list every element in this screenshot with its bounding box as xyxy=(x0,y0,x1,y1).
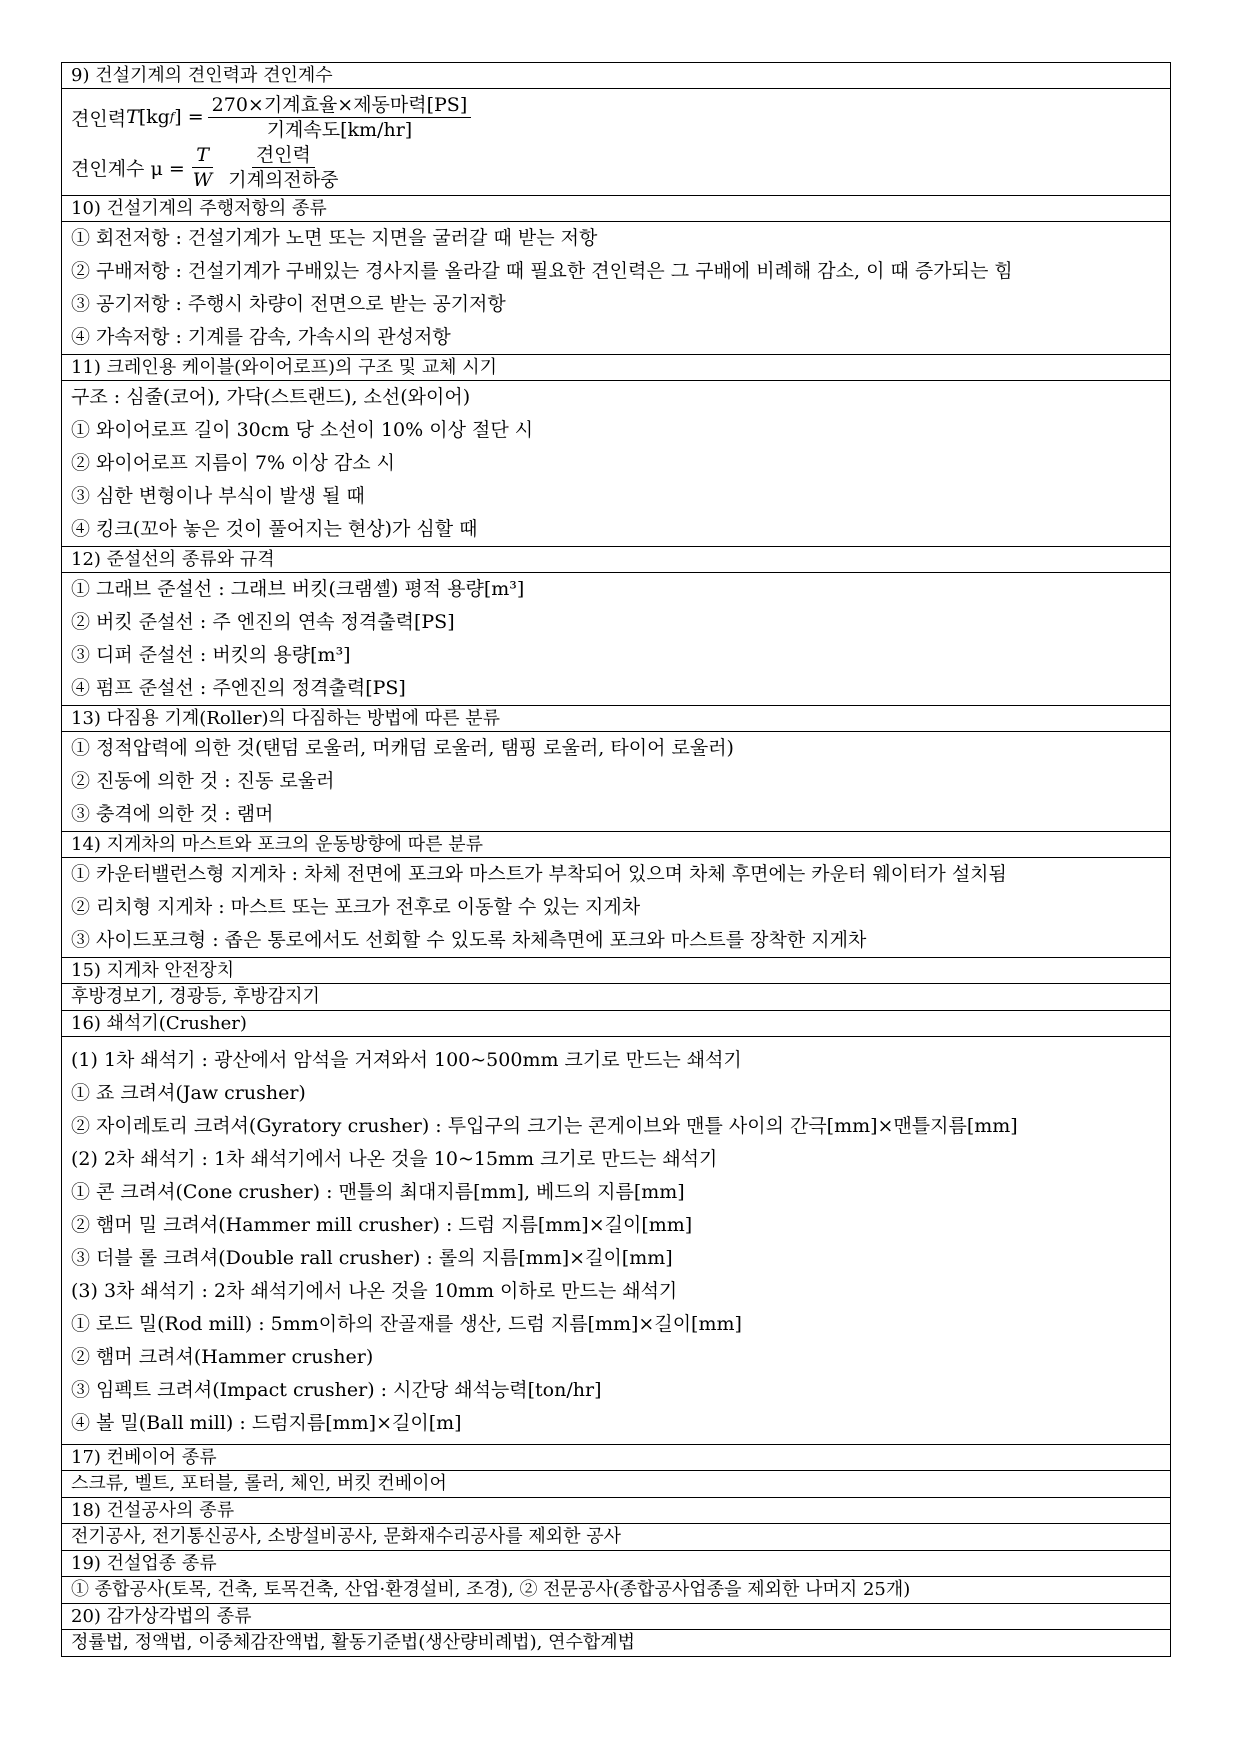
list-item: ③ 임펙트 크려셔(Impact crusher) : 시간당 쇄석능력[ton/hr] xyxy=(71,1379,602,1401)
list-item: ① 회전저항 : 건설기계가 노면 또는 지면을 굴러갈 때 받는 저항 xyxy=(71,227,598,249)
formula-1-variable: T xyxy=(126,106,139,128)
list-item: 구조 : 심줄(코어), 가닥(스트랜드), 소선(와이어) xyxy=(71,386,471,408)
list-item: ③ 디퍼 준설선 : 버킷의 용량[m³] xyxy=(71,644,351,666)
formula-2-numerator: T xyxy=(192,144,213,168)
formula-1-lhs-label: 견인력 xyxy=(71,107,127,130)
section-19-title: 19) 건설업종 종류 xyxy=(62,1551,1171,1577)
section-20-title: 20) 감가상각법의 종류 xyxy=(62,1604,1171,1630)
list-item: ② 와이어로프 지름이 7% 이상 감소 시 xyxy=(71,452,395,474)
list-item: (1) 1차 쇄석기 : 광산에서 암석을 거져와서 100~500mm 크기로 만드는 쇄석기 xyxy=(71,1049,742,1071)
list-item: ② 구배저항 : 건설기계가 구배있는 경사지를 올라갈 때 필요한 견인력은 그 구배에 비례해 감소, 이 때 증가되는 힘 xyxy=(71,260,1013,282)
list-item: ① 카운터밸런스형 지게차 : 차체 전면에 포크와 마스트가 부착되어 있으며 차체 후면에는 카운터 웨이터가 설치됨 xyxy=(71,863,1007,885)
section-11-body xyxy=(62,381,1171,547)
section-19-content: ① 종합공사(토목, 건축, 토목건축, 산업·환경설비, 조경), ② 전문공사(종합공사업종을 제외한 나머지 25개) xyxy=(62,1577,1171,1604)
section-20-content: 정률법, 정액법, 이중체감잔액법, 활동기준법(생산량비례법), 연수합계법 xyxy=(62,1630,1171,1657)
section-18-title: 18) 건설공사의 종류 xyxy=(62,1498,1171,1524)
formula-2-word-fraction xyxy=(224,144,342,191)
formula-2-denominator: W xyxy=(192,168,213,191)
list-item: ④ 킹크(꼬아 놓은 것이 풀어지는 현상)가 심할 때 xyxy=(71,518,478,540)
list-item: ② 진동에 의한 것 : 진동 로울러 xyxy=(71,770,335,792)
section-16-title: 16) 쇄석기(Crusher) xyxy=(62,1011,1171,1037)
list-item: ② 리치형 지게차 : 마스트 또는 포크가 전후로 이동할 수 있는 지게차 xyxy=(71,896,641,918)
list-item: ④ 가속저항 : 기계를 감속, 가속시의 관성저항 xyxy=(71,326,451,348)
section-17-title: 17) 컨베이어 종류 xyxy=(62,1445,1171,1471)
formula-1-fraction xyxy=(208,94,472,141)
formula-2-word-denominator: 기계의전하중 xyxy=(228,168,339,191)
list-item: ② 버킷 준설선 : 주 엔진의 연속 정격출력[PS] xyxy=(71,611,455,633)
list-item: ④ 펌프 준설선 : 주엔진의 정격출력[PS] xyxy=(71,677,406,699)
section-11-title: 11) 크레인용 케이블(와이어로프)의 구조 및 교체 시기 xyxy=(62,355,1171,381)
list-item: ③ 충격에 의한 것 : 램머 xyxy=(71,803,274,825)
section-15-content: 후방경보기, 경광등, 후방감지기 xyxy=(62,984,1171,1011)
section-18-content: 전기공사, 전기통신공사, 소방설비공사, 문화재수리공사를 제외한 공사 xyxy=(62,1524,1171,1551)
tractive-coefficient-formula xyxy=(71,142,1170,192)
section-13-body xyxy=(62,732,1171,832)
list-item: ③ 공기저항 : 주행시 차량이 전면으로 받는 공기저항 xyxy=(71,293,506,315)
section-9-title: 9) 건설기계의 견인력과 견인계수 xyxy=(62,63,1171,89)
list-item: ② 자이레토리 크려셔(Gyratory crusher) : 투입구의 크기는 콘게이브와 맨틀 사이의 간극[mm]×맨틀지름[mm] xyxy=(71,1115,1018,1137)
list-item: (3) 3차 쇄석기 : 2차 쇄석기에서 나온 것을 10mm 이하로 만드는 쇄석기 xyxy=(71,1280,678,1302)
section-16-body xyxy=(62,1037,1171,1445)
section-10-body xyxy=(62,222,1171,355)
section-17-content: 스크류, 벨트, 포터블, 롤러, 체인, 버킷 컨베이어 xyxy=(62,1471,1171,1498)
section-14-title: 14) 지게차의 마스트와 포크의 운동방향에 따른 분류 xyxy=(62,832,1171,858)
formula-1-unit-open: [kg xyxy=(138,106,170,128)
list-item: ③ 사이드포크형 : 좁은 통로에서도 선회할 수 있도록 차체측면에 포크와 마스트를 장착한 지게차 xyxy=(71,929,867,951)
list-item: ② 햄머 크려셔(Hammer crusher) xyxy=(71,1346,374,1368)
list-item: ① 로드 밀(Rod mill) : 5mm이하의 잔골재를 생산, 드럼 지름[mm]×길이[mm] xyxy=(71,1313,742,1335)
formula-1-unit-sub: f xyxy=(169,110,175,124)
section-14-body xyxy=(62,858,1171,958)
section-10-title: 10) 건설기계의 주행저항의 종류 xyxy=(62,196,1171,222)
tractive-force-formula xyxy=(71,92,1170,142)
section-15-title: 15) 지게차 안전장치 xyxy=(62,958,1171,984)
list-item: ① 정적압력에 의한 것(탠덤 로울러, 머캐덤 로울러, 탬핑 로울러, 타이어 로울러) xyxy=(71,737,734,759)
formula-1-numerator: 270×기계효율×제동마력[PS] xyxy=(208,94,472,118)
list-item: ② 햄머 밀 크려셔(Hammer mill crusher) : 드럼 지름[mm]×길이[mm] xyxy=(71,1214,693,1236)
list-item: ④ 볼 밀(Ball mill) : 드럼지름[mm]×길이[m] xyxy=(71,1412,462,1434)
section-13-title: 13) 다짐용 기계(Roller)의 다짐하는 방법에 따른 분류 xyxy=(62,706,1171,732)
formula-1-denominator: 기계속도[km/hr] xyxy=(266,118,413,141)
section-12-body xyxy=(62,573,1171,706)
list-item: ③ 심한 변형이나 부식이 발생 될 때 xyxy=(71,485,365,507)
section-12-title: 12) 준설선의 종류와 규격 xyxy=(62,547,1171,573)
notes-table xyxy=(61,62,1171,1657)
list-item: ① 그래브 준설선 : 그래브 버킷(크램셸) 평적 용량[m³] xyxy=(71,578,525,600)
formula-2-fraction xyxy=(189,144,217,191)
list-item: (2) 2차 쇄석기 : 1차 쇄석기에서 나온 것을 10~15mm 크기로 만드는 쇄석기 xyxy=(71,1148,718,1170)
formula-2-lhs-label: 견인계수 μ = xyxy=(71,157,185,180)
section-9-formulas xyxy=(62,89,1171,196)
list-item: ③ 더블 롤 크려셔(Double rall crusher) : 롤의 지름[mm]×길이[mm] xyxy=(71,1247,673,1269)
formula-2-word-numerator: 견인력 xyxy=(252,144,315,168)
list-item: ① 와이어로프 길이 30cm 당 소선이 10% 이상 절단 시 xyxy=(71,419,534,441)
list-item: ① 콘 크려셔(Cone crusher) : 맨틀의 최대지름[mm], 베드의 지름[mm] xyxy=(71,1181,685,1203)
list-item: ① 죠 크려셔(Jaw crusher) xyxy=(71,1082,306,1104)
formula-1-unit-close: ] = xyxy=(174,106,204,128)
